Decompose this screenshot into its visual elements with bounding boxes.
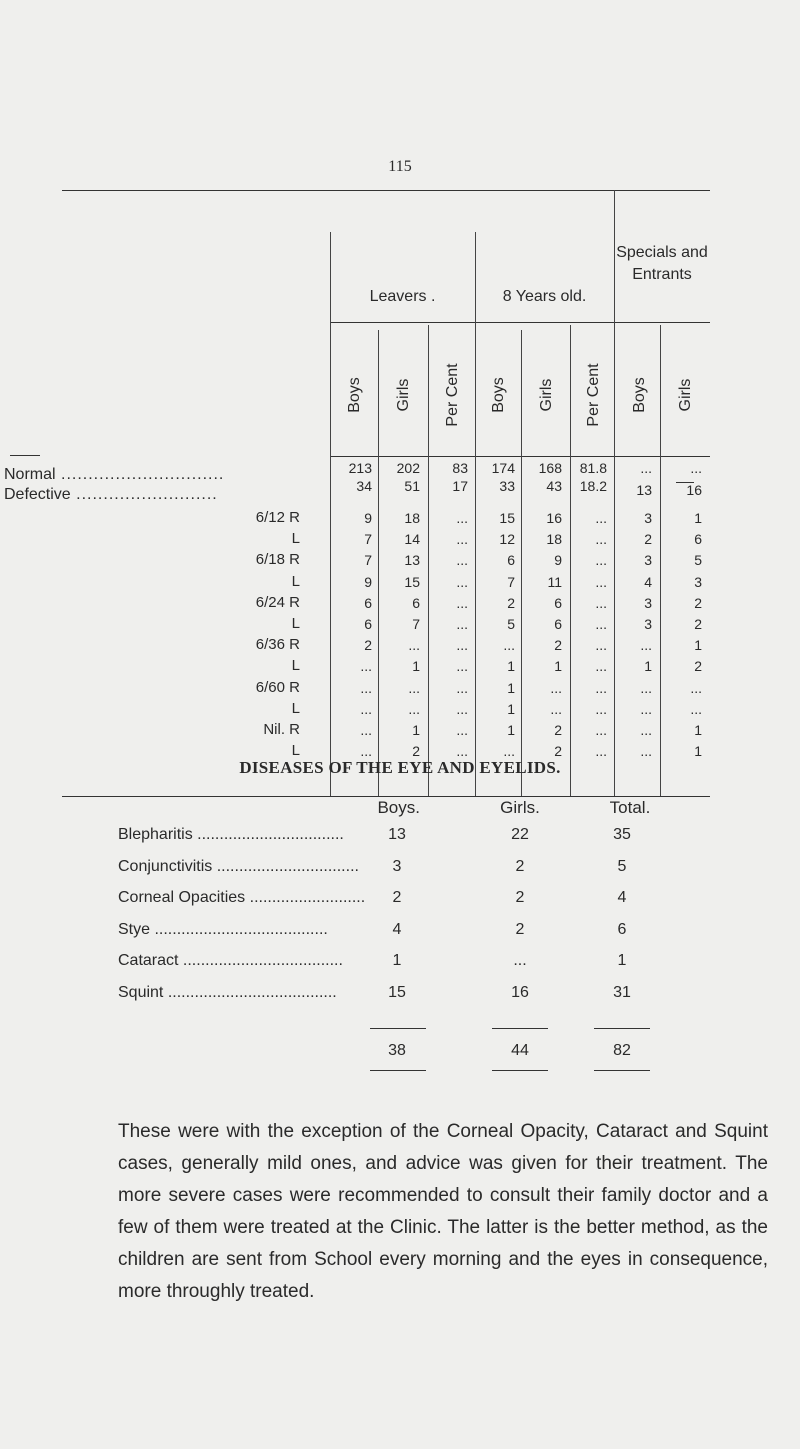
table-cell: ... (640, 679, 652, 696)
table-cell: 2 (412, 743, 420, 760)
table-cell: ... (456, 552, 468, 569)
row-label: Normal (4, 466, 56, 483)
disease-name: Squint (118, 983, 164, 1001)
row-label-normal: Normal .............................. (4, 466, 225, 483)
group-specials-entrants: Specials and Entrants (616, 244, 708, 283)
sum-rule (370, 1028, 426, 1029)
table-cell: 18 (404, 510, 420, 526)
table-cell: 13 (404, 552, 420, 569)
sum-rule (492, 1070, 548, 1071)
table-cell: 202 (396, 460, 420, 476)
table-cell: 3 (644, 616, 652, 632)
disease-row: Squint ...................................... (118, 983, 337, 1001)
table-cell: 18 (546, 531, 562, 548)
table-cell: 6 (364, 594, 372, 611)
row-label: L (291, 742, 300, 760)
table-cell: 1 (507, 700, 515, 717)
diseases-title: DISEASES OF THE EYE AND EYELIDS. (239, 758, 561, 777)
table-cell: ... (640, 722, 652, 738)
table-cell: 2 (554, 743, 562, 760)
table-cell: 6 (694, 531, 702, 548)
col-divider (660, 325, 661, 796)
disease-name: Stye (118, 920, 151, 938)
normal-underline (10, 455, 40, 456)
table-cell: 6 (554, 616, 562, 632)
table-cell: ... (595, 658, 607, 675)
table-cell: 2 (554, 637, 562, 654)
table-cell: 5 (507, 616, 515, 632)
table-cell: ... (595, 552, 607, 569)
table-cell: ... (456, 573, 468, 590)
table-cell: 1 (694, 637, 702, 654)
table-cell: 11 (547, 573, 562, 590)
header-rule (330, 322, 710, 323)
disease-value: 16 (511, 983, 529, 1001)
disease-value: 2 (515, 857, 525, 875)
table-cell: 1 (644, 658, 652, 675)
table-cell: ... (360, 700, 372, 717)
table-cell: 2 (694, 594, 702, 611)
table-cell: ... (456, 658, 468, 675)
table-cell: ... (550, 700, 562, 717)
table-cell: 174 (491, 460, 515, 476)
table-cell: 33 (499, 478, 515, 494)
table-cell: 2 (644, 531, 652, 548)
row-label: 6/12 R (255, 509, 300, 526)
table-cell: 168 (538, 460, 562, 476)
table-cell: ... (550, 679, 562, 696)
table-cell: 2 (694, 658, 702, 675)
col-header: Per Cent (585, 363, 602, 427)
table-cell: 17 (452, 478, 468, 494)
table-cell: 2 (694, 616, 702, 632)
table-cell: 213 (348, 460, 372, 476)
table-cell: ... (456, 700, 468, 717)
table-cell: 1 (507, 722, 515, 738)
disease-value: 2 (372, 889, 422, 907)
table-cell: ... (595, 573, 607, 590)
row-label: L (291, 615, 300, 632)
table-cell: ... (360, 658, 372, 675)
table-cell: ... (595, 722, 607, 738)
table-cell: 9 (554, 552, 562, 569)
table-cell: 3 (644, 594, 652, 611)
table-cell: 7 (412, 616, 420, 632)
table-cell: 9 (364, 510, 372, 526)
table-cell: ... (595, 700, 607, 717)
disease-name: Corneal Opacities (118, 889, 246, 906)
header-total: Total. (609, 798, 651, 817)
table-cell: 4 (644, 573, 652, 590)
sum-rule (370, 1070, 426, 1071)
row-label: L (291, 572, 300, 590)
table-cell: 7 (507, 573, 515, 590)
table-cell: ... (503, 743, 515, 760)
sum-rule (594, 1070, 650, 1071)
table-cell: 14 (404, 531, 420, 548)
disease-value: ... (513, 952, 527, 969)
disease-value: 3 (372, 858, 422, 876)
table-cell: 6 (364, 616, 372, 632)
table-cell: ... (595, 679, 607, 696)
table-cell: ... (456, 743, 468, 760)
table-cell: ... (640, 743, 652, 760)
table-cell: ... (690, 700, 702, 717)
vision-table (0, 190, 800, 790)
table-cell: 15 (499, 510, 515, 526)
row-label: L (291, 657, 300, 675)
table-cell: ... (456, 616, 468, 632)
table-cell: ... (595, 594, 607, 611)
table-cell: 1 (507, 679, 515, 696)
table-cell: ... (408, 700, 420, 717)
table-cell: 7 (364, 531, 372, 548)
row-label-defective: Defective .......................... (4, 486, 218, 503)
sum-rule (492, 1028, 548, 1029)
table-cell: ... (360, 743, 372, 760)
disease-name: Conjunctivitis (118, 857, 213, 875)
table-cell: ... (456, 637, 468, 654)
disease-value: 6 (617, 920, 627, 938)
table-cell: ... (640, 460, 652, 476)
col-header: Per Cent (444, 363, 461, 427)
table-cell: 6 (412, 594, 420, 611)
table-cell: 1 (412, 658, 420, 675)
table-cell: ... (408, 637, 420, 654)
disease-value: 31 (613, 983, 631, 1001)
table-cell: 1 (507, 658, 515, 675)
disease-value: 1 (372, 952, 422, 970)
col-header: Girls (677, 378, 694, 412)
disease-row: Conjunctivitis ................................ (118, 857, 359, 875)
column-header-rule (330, 456, 710, 457)
table-cell: 2 (554, 722, 562, 738)
total-boys: 38 (388, 1042, 406, 1059)
disease-value: 2 (515, 889, 525, 906)
header-boys: Boys. (377, 798, 420, 817)
table-cell: ... (595, 743, 607, 760)
table-cell: ... (690, 679, 702, 696)
table-cell: ... (503, 637, 515, 654)
table-cell: 12 (499, 531, 515, 548)
table-top-rule (62, 190, 710, 191)
table-cell: 3 (694, 573, 702, 590)
table-cell: ... (640, 700, 652, 717)
header-girls: Girls. (500, 798, 540, 817)
table-cell: 6 (554, 594, 562, 611)
disease-value: 5 (617, 857, 627, 875)
sum-rule (594, 1028, 650, 1029)
col-header: Boys (346, 377, 363, 413)
disease-name: Cataract (118, 952, 179, 969)
group-leavers: Leavers . (369, 288, 436, 305)
table-cell: 5 (694, 552, 702, 569)
row-label: L (291, 530, 300, 548)
group-8-years: 8 Years old. (502, 288, 587, 305)
page-number: 115 (388, 158, 412, 175)
table-cell: 13 (636, 482, 652, 498)
table-cell: 2 (364, 637, 372, 654)
table-cell: 51 (404, 478, 420, 494)
table-cell: ... (595, 510, 607, 526)
table-cell: 1 (694, 510, 702, 526)
disease-value: 4 (617, 889, 627, 906)
table-cell: 1 (694, 743, 702, 760)
table-cell: 43 (546, 478, 562, 494)
disease-value: 13 (372, 826, 422, 844)
table-cell: ... (360, 679, 372, 696)
disease-value: 35 (613, 826, 631, 843)
table-cell: ... (456, 679, 468, 696)
table-cell: ... (408, 679, 420, 696)
table-cell: 83 (452, 460, 468, 476)
col-header: Boys (631, 377, 648, 413)
disease-row: Blepharitis ................................. (118, 826, 344, 843)
diseases-table (0, 790, 800, 1120)
disease-row: Corneal Opacities .......................... (118, 889, 366, 906)
col-header: Girls (538, 378, 555, 412)
disease-value: 4 (372, 921, 422, 939)
table-cell: ... (640, 637, 652, 654)
table-cell: 34 (356, 478, 372, 494)
table-cell: ... (456, 510, 468, 526)
disease-value: 1 (617, 952, 627, 969)
total-girls: 44 (511, 1042, 529, 1059)
table-cell: ... (595, 616, 607, 632)
table-cell: ... (456, 594, 468, 611)
table-cell: 16 (546, 510, 562, 526)
table-cell: 6 (507, 552, 515, 569)
table-cell: 1 (554, 658, 562, 675)
table-cell: 16 (686, 482, 702, 498)
total-all: 82 (613, 1042, 631, 1059)
table-cell: 3 (644, 552, 652, 569)
table-cell: ... (360, 722, 372, 738)
disease-name: Blepharitis (118, 826, 193, 843)
table-cell: ... (690, 460, 702, 476)
table-cell: 18.2 (579, 478, 607, 494)
disease-row: Cataract .................................... (118, 952, 343, 969)
col-divider (330, 232, 331, 796)
row-label: Nil. R (263, 721, 300, 738)
disease-value: 22 (511, 826, 529, 843)
disease-row: Stye ....................................... (118, 920, 328, 938)
row-label: 6/60 R (255, 678, 300, 696)
col-header: Boys (490, 377, 507, 413)
table-cell: 81.8 (579, 460, 607, 476)
row-label: L (291, 699, 300, 717)
body-paragraph: These were with the exception of the Corneal Opacity, Cataract and Squint cases, generally mild ones, and advice was given for their treatment. The more severe cases were recommended to consult their family doctor and a few of them were treated at the Clinic. The latter is the better method, as the children are sent from School every morning and the eyes in consequence, more throughly treated. (118, 1121, 768, 1302)
row-label: 6/24 R (255, 593, 300, 611)
col-header: Girls (395, 378, 412, 412)
table-cell: 15 (404, 573, 420, 590)
row-label: 6/36 R (255, 636, 300, 654)
table-cell: 3 (644, 510, 652, 526)
row-label: 6/18 R (255, 551, 300, 569)
table-cell: 1 (694, 722, 702, 738)
table-cell: ... (595, 637, 607, 654)
table-cell: 1 (412, 722, 420, 738)
row-label: Defective (4, 486, 71, 503)
table-cell: 9 (364, 573, 372, 590)
col-divider (378, 330, 379, 796)
table-cell: ... (595, 531, 607, 548)
table-cell: ... (456, 531, 468, 548)
table-cell: 7 (364, 552, 372, 569)
disease-value: 2 (515, 920, 525, 938)
table-cell: 2 (507, 594, 515, 611)
table-cell: ... (456, 722, 468, 738)
disease-value: 15 (372, 984, 422, 1002)
